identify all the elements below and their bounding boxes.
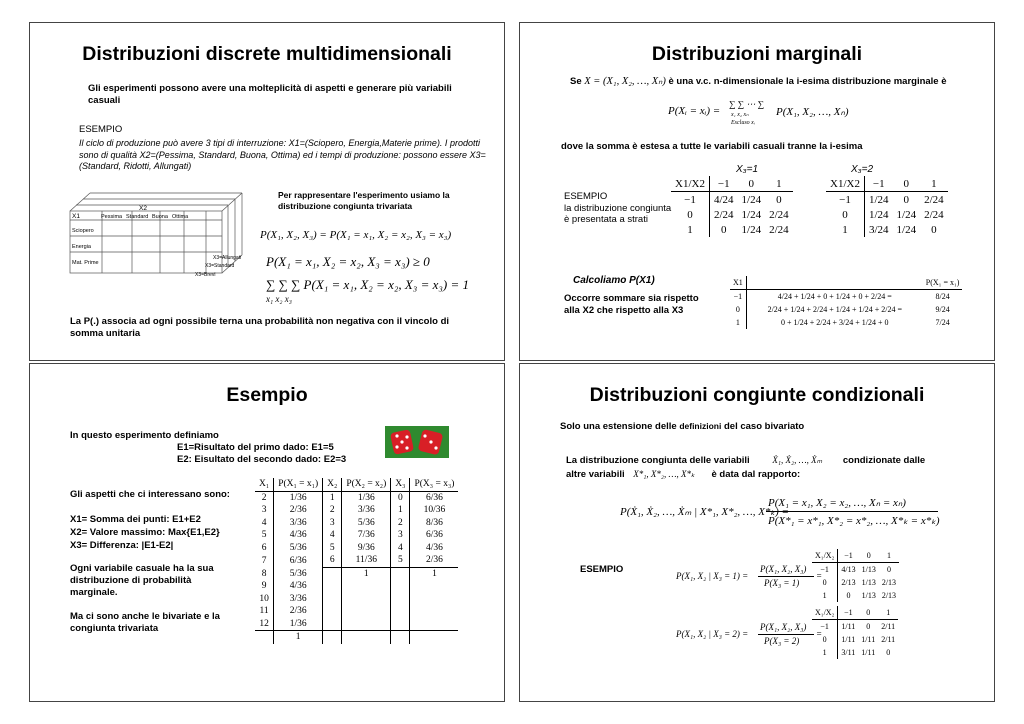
cell	[746, 276, 923, 290]
cell: 4/36	[426, 542, 443, 553]
cell: 1/24	[896, 208, 917, 221]
c2-lhs: P(X₁, X₂ | X₃ = 2) =	[676, 629, 749, 639]
cell	[323, 631, 342, 644]
cell: 6/36	[426, 530, 443, 541]
cell: 2/24	[769, 208, 789, 221]
cell: 7/36	[342, 529, 391, 542]
cell	[391, 580, 410, 593]
cell: 0	[812, 576, 838, 589]
cell: 2/24	[924, 193, 944, 206]
cell	[323, 618, 342, 631]
table-row	[255, 605, 458, 618]
table-row	[255, 504, 458, 517]
cell: 1	[391, 504, 410, 517]
cell: −1	[838, 606, 858, 620]
cell	[323, 593, 342, 606]
cell: 0	[858, 606, 878, 620]
cell: 4/24	[713, 193, 734, 206]
cell: 6	[323, 554, 342, 567]
table-row	[255, 554, 458, 567]
cell: 0	[893, 176, 921, 192]
se-word: Se	[570, 76, 582, 87]
cell: 6	[255, 542, 274, 555]
table-row	[255, 593, 458, 606]
cell: 9/36	[342, 542, 391, 555]
cell: 2/24	[713, 208, 734, 221]
marginal-sum: ∑ ∑ ⋯ ∑	[729, 99, 764, 109]
cell: 3	[391, 529, 410, 542]
cell: 0	[812, 633, 838, 646]
cell: 1/36	[274, 618, 323, 631]
cell: 2/11	[881, 622, 896, 631]
cell: 0	[826, 207, 864, 222]
marginals-table	[255, 478, 458, 644]
cell: 0	[776, 193, 782, 206]
cube-x1-label: X1	[72, 213, 80, 220]
slide-esempio	[29, 363, 505, 702]
cell: 1/24	[741, 193, 762, 206]
cell: 2/36	[274, 504, 323, 517]
cell: −1	[671, 192, 709, 208]
cell: −1	[812, 620, 838, 634]
cell: 0	[866, 622, 871, 631]
cell: 0	[730, 303, 746, 316]
c2-frac-line	[758, 634, 814, 635]
main-lhs: P(Ẋ₁, Ẋ₂, …, Ẋₘ | X*₁, X*₂, …, X*ₖ) =	[620, 506, 789, 518]
cell	[410, 618, 458, 631]
cell: X₁/X₂	[812, 606, 838, 620]
cube-row-sciopero: Sciopero	[72, 228, 94, 234]
formula-joint: P(X₁, X₂, X₃) = P(X₁ = x₁, X₂ = x₂, X₃ = x₃)	[260, 229, 452, 241]
rapp-text: Per rappresentare l'esperimento usiamo la distribuzione congiunta trivariata	[278, 190, 450, 211]
cell	[391, 593, 410, 606]
x3-def: X3= Differenza: |E1-E2|	[70, 540, 174, 551]
cube-col-buona: Buona	[152, 214, 168, 220]
dove-text: dove la somma è estesa a tutte le variabili casuali tranne la i-esima	[561, 141, 863, 152]
cell: 7/24	[935, 318, 950, 327]
cube-row-energia: Energia	[72, 244, 91, 250]
cell: 1/24	[868, 193, 889, 206]
cell	[410, 631, 458, 644]
strato1-label: X₃=1	[736, 164, 759, 175]
table-row	[255, 618, 458, 631]
cell: −1	[730, 290, 746, 304]
cell: 0	[846, 591, 851, 600]
intro-line-3: E2: Eisultato del secondo dado: E2=3	[177, 454, 347, 465]
slide-congiunte-condizionali	[519, 363, 995, 702]
escluso-label: Escluso xᵢ	[731, 120, 755, 126]
cell: 0	[720, 223, 727, 236]
cell: 0	[886, 648, 891, 657]
c1-lhs: P(X₁, X₂ | X₃ = 1) =	[676, 571, 749, 581]
cell: 1	[812, 589, 838, 602]
cell: 4/36	[274, 580, 323, 593]
cell: 3/11	[841, 648, 856, 657]
cell: 5/36	[274, 567, 323, 580]
cell: 1/24	[868, 208, 889, 221]
cell: −1	[838, 549, 859, 563]
cell: 1/36	[274, 491, 323, 504]
cell	[323, 567, 342, 580]
cube-depth-standard: X3=Standard	[205, 263, 235, 269]
esempio-strati: ESEMPIO la distribuzione congiunta è presentata a strati	[564, 191, 672, 225]
marginals-body	[255, 491, 458, 644]
footer-text: La P(.) associa ad ogni possibile terna una probabilità non negativa con il vincolo di somma unitaria	[70, 316, 450, 339]
cell: 1	[342, 567, 391, 580]
intro-text	[570, 76, 970, 88]
esempio-label: ESEMPIO	[580, 564, 624, 575]
cell: 2	[255, 491, 274, 504]
cell: X₁	[255, 478, 274, 491]
cond-vars: X*₁, X*₂, …, X*ₖ	[633, 469, 695, 479]
slide-title: Distribuzioni discrete multidimensionali	[82, 43, 452, 65]
cond-text: condizionate dalle	[842, 455, 926, 466]
aspetti-text: Gli aspetti che ci interessano sono:	[70, 489, 230, 500]
cell: 3/36	[342, 504, 391, 517]
intro-line-2: E1=Risultato del primo dado: E1=5	[177, 442, 334, 453]
cell: 3/36	[274, 593, 323, 606]
cond-line-1	[566, 454, 925, 467]
cube-x2-label: X2	[139, 205, 147, 212]
cond-text: è data dal rapporto:	[711, 469, 801, 480]
cube-depth-brevi: X3=Brevi	[195, 272, 216, 278]
cell: X₃	[391, 478, 410, 491]
c1-frac-line	[758, 576, 814, 577]
cell: 1/11	[841, 622, 856, 631]
c2-eq: =	[816, 629, 823, 639]
occorre-text: Occorre sommare sia rispetto alla X2 che rispetto alla X3	[564, 293, 699, 316]
cell: 1	[920, 176, 948, 192]
cell: 3	[255, 504, 274, 517]
cube-depth-allungati: X3=Allungati	[213, 255, 242, 261]
strato2-label: X₃=2	[851, 164, 874, 175]
c2-den: P(X₃ = 2)	[764, 636, 800, 646]
cell: 1/36	[342, 491, 391, 504]
cell: 8	[255, 567, 274, 580]
x1-def: X1= Somma dei punti: E1+E2	[70, 514, 201, 525]
cell: 1/13	[861, 565, 876, 574]
ogni-text: Ogni variabile casuale ha la sua distribuzione di probabilità marginale.	[70, 563, 214, 598]
cell: 2/13	[881, 578, 897, 587]
cell: 6/36	[426, 492, 443, 503]
calcoliamo-label: Calcoliamo P(X1)	[573, 275, 655, 286]
cell: P(X₂ = x₂)	[342, 478, 391, 491]
cell	[342, 580, 391, 593]
table-row	[255, 580, 458, 593]
formula-sum: ∑ ∑ ∑ P(X₁ = x₁, X₂ = x₂, X₃ = x₃) = 1	[266, 277, 469, 292]
cell: X1/X2	[826, 176, 864, 192]
cell: 4/36	[274, 529, 323, 542]
cell	[323, 605, 342, 618]
cell	[410, 580, 458, 593]
main-frac-line	[766, 511, 938, 512]
cell: 10/36	[423, 505, 446, 516]
cell: P(X₃ = x₃)	[410, 478, 458, 491]
strato2-table	[826, 176, 948, 237]
intro-part: definizioni	[679, 421, 722, 431]
cell: 12	[255, 618, 274, 631]
cell: 8/24	[935, 292, 950, 301]
c1-eq: =	[816, 571, 823, 581]
cell	[410, 605, 458, 618]
cell: 1	[274, 631, 323, 644]
cell	[323, 580, 342, 593]
cell: 11/36	[342, 554, 391, 567]
dice-icon	[385, 426, 449, 458]
cell: 9/24	[935, 305, 950, 314]
table-row	[255, 491, 458, 504]
cell: 1	[410, 567, 458, 580]
cell: 7	[255, 554, 274, 567]
cell	[391, 605, 410, 618]
cell: 1	[765, 176, 793, 192]
slide-marginali	[519, 22, 995, 361]
cell: 0 + 1/24 + 2/24 + 3/24 + 1/24 + 0	[781, 318, 889, 327]
cell	[342, 631, 391, 644]
cube-col-ottima: Ottima	[172, 214, 189, 220]
cell: 8/36	[426, 517, 443, 528]
cell	[255, 631, 274, 644]
cell: 1	[730, 316, 746, 329]
cell: 0	[671, 207, 709, 222]
cell: 0	[931, 223, 937, 236]
cell: 1/13	[861, 591, 876, 600]
cell: P(X₁ = x₁)	[274, 478, 323, 491]
x2-def: X2= Valore massimo: Max{E1,E2}	[70, 527, 220, 538]
slide-discrete-multidim	[29, 22, 505, 361]
cell: 1	[671, 222, 709, 237]
cond-table-1	[812, 549, 899, 602]
cell: 4	[391, 542, 410, 555]
cell: 3	[323, 517, 342, 530]
esempio-label: ESEMPIO	[79, 124, 123, 135]
cell	[342, 593, 391, 606]
cell: 3/24	[868, 223, 889, 236]
cell	[391, 618, 410, 631]
cell: 1/24	[896, 223, 917, 236]
cell: 4/24 + 1/24 + 0 + 1/24 + 0 + 2/24 =	[777, 292, 892, 301]
cell: 1/24	[741, 208, 762, 221]
cell: 2/36	[426, 555, 443, 566]
cell: 2/24 + 1/24 + 2/24 + 1/24 + 1/24 + 2/24 =	[767, 305, 902, 314]
cell: 1	[323, 491, 342, 504]
cell: 0	[738, 176, 766, 192]
cell: 1/11	[861, 648, 876, 657]
marginal-sum-sub: x₁ x₂ xₙ	[731, 112, 749, 118]
cond-vars: Ẋ₁, Ẋ₂, …, Ẋₘ	[772, 455, 823, 465]
cell: 1/11	[861, 635, 876, 644]
c2-num: P(X₁, X₂, X₃)	[760, 622, 807, 632]
cell: 3/36	[274, 517, 323, 530]
table-row	[255, 542, 458, 555]
cell: X1/X2	[671, 176, 709, 192]
cube-row-mat-prime: Mat. Prime	[72, 260, 99, 266]
marginal-rhs: P(X₁, X₂, …, Xₙ)	[776, 106, 849, 118]
cell: 0	[903, 193, 910, 206]
cell: 2	[323, 504, 342, 517]
main-num: P(X₁ = x₁, X₂ = x₂, …, Xₙ = xₙ)	[768, 497, 906, 509]
cell: 4/13	[841, 565, 856, 574]
marginal-table	[730, 276, 962, 329]
cond-line-2	[566, 468, 800, 481]
cell: 4	[255, 517, 274, 530]
cube-col-pessima: Pessima	[101, 214, 123, 220]
cell: 1	[812, 646, 838, 659]
table-row	[255, 567, 458, 580]
table-row	[255, 529, 458, 542]
x-vector: X = (X₁, X₂, …, Xₙ)	[584, 76, 666, 87]
cell: 2/24	[769, 223, 789, 236]
cell: P(X₁ = x₁)	[923, 276, 963, 290]
formula-sum-sub: x₁ x₂ x₃	[266, 294, 292, 304]
cell: 9	[255, 580, 274, 593]
cell: 2/11	[881, 635, 896, 644]
intro-part: del caso bivariato	[721, 421, 805, 432]
intro-part: Solo una estensione delle	[560, 421, 680, 432]
cube-col-standard: Standard	[126, 214, 149, 220]
cell: 1	[879, 549, 899, 563]
cell: 5/36	[274, 542, 323, 555]
cell: −1	[864, 176, 892, 192]
cell: 11	[255, 605, 274, 618]
cell: 5/36	[342, 517, 391, 530]
cell: 2/13	[841, 578, 856, 587]
cell: −1	[826, 192, 864, 208]
ma-text: Ma ci sono anche le bivariate e la congiunta trivariata	[70, 611, 220, 634]
table-row	[255, 517, 458, 530]
intro-rest: è una v.c. n-dimensionale la i-esima distribuzione marginale è	[668, 76, 947, 87]
cell: 2/36	[274, 605, 323, 618]
cell: 1	[878, 606, 898, 620]
slide-title: Distribuzioni marginali	[651, 43, 863, 65]
cube-diagram	[66, 188, 281, 280]
cell: X₁/X₂	[812, 549, 838, 563]
cell: 5	[255, 529, 274, 542]
cell: 1	[826, 222, 864, 237]
cell: X₂	[323, 478, 342, 491]
cell: 0	[886, 565, 891, 574]
cell: 2/13	[881, 591, 897, 600]
strato1-table	[671, 176, 793, 237]
cell: −1	[709, 176, 737, 192]
cell: 2/24	[924, 208, 944, 221]
cell: −1	[812, 563, 838, 577]
cell	[410, 593, 458, 606]
cell: 6/36	[274, 554, 323, 567]
cell: 10	[255, 593, 274, 606]
cell: 4	[323, 529, 342, 542]
table-row	[255, 631, 458, 644]
intro-line-1: In questo esperimento definiamo	[70, 430, 219, 441]
cond-text: La distribuzione congiunta delle variabili	[566, 455, 750, 466]
slide-title: Distribuzioni congiunte condizionali	[589, 384, 925, 406]
cell: 5	[391, 554, 410, 567]
cell: 0	[859, 549, 879, 563]
cell	[342, 618, 391, 631]
esempio-text: Il ciclo di produzione può avere 3 tipi di interruzione: X1=(Sciopero, Energia,Materie prime). I prodotti sono di qualità X2=(Pessima, Standard, Buona, Ottima) ed i tempi di produzione: possono essere X3=(Standard, Ridotti, Allungati)	[79, 138, 486, 171]
c1-num: P(X₁, X₂, X₃)	[760, 564, 807, 574]
c1-den: P(X₃ = 1)	[764, 578, 800, 588]
cell: 0	[391, 491, 410, 504]
main-den: P(X*₁ = x*₁, X*₂ = x*₂, …, X*ₖ = x*ₖ)	[768, 515, 940, 527]
intro-text	[560, 420, 804, 433]
cell	[391, 567, 410, 580]
cond-text: altre variabili	[566, 469, 625, 480]
cell: 2	[391, 517, 410, 530]
cell: 5	[323, 542, 342, 555]
marginal-lhs: P(Xᵢ = xᵢ) =	[668, 105, 721, 117]
cell: 1/13	[861, 578, 876, 587]
slide-title: Esempio	[226, 384, 308, 406]
cond-table-2	[812, 606, 898, 659]
intro-text: Gli esperimenti possono avere una molteplicità di aspetti e generare più variabili casuali	[88, 83, 452, 106]
formula-nonneg: P(X₁ = x₁, X₂ = x₂, X₃ = x₃) ≥ 0	[266, 254, 430, 269]
cell: 1/24	[741, 223, 762, 236]
cell	[391, 631, 410, 644]
cell	[342, 605, 391, 618]
cell: 1/11	[841, 635, 856, 644]
cell: X1	[730, 276, 746, 290]
